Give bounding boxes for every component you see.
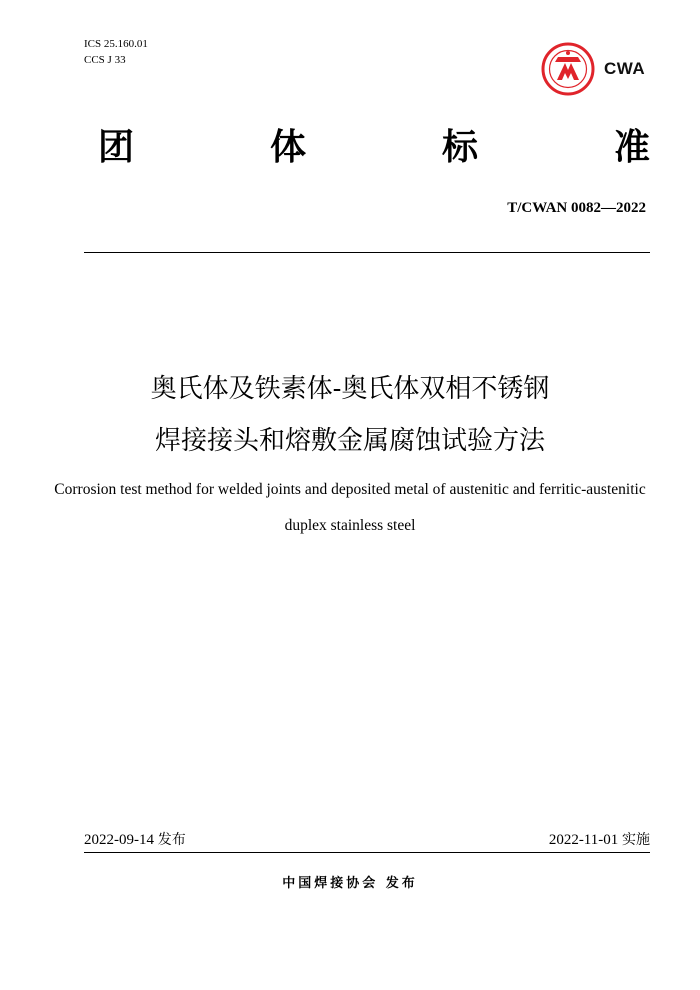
chinese-title-line-2: 焊接接头和熔敷金属腐蚀试验方法	[154, 426, 545, 456]
implement-date-value: 2022-11-01	[548, 832, 619, 848]
standard-type-heading	[98, 126, 650, 170]
heading-char: 准	[613, 127, 650, 168]
logo-text: CWA	[604, 59, 646, 78]
publisher-line	[0, 872, 700, 891]
publisher-name: 中国焊接协会	[282, 876, 379, 891]
standard-number: T/CWAN 0082—2022	[507, 200, 646, 216]
publisher-action: 发布	[385, 876, 418, 891]
cwa-logo	[541, 42, 651, 96]
cwa-emblem-icon	[541, 42, 595, 96]
english-title-line-2: duplex stainless steel	[284, 517, 416, 534]
publish-label: 发布	[157, 832, 186, 848]
ccs-code: CCS J 33	[84, 54, 126, 66]
publish-date-value: 2022-09-14	[84, 832, 154, 848]
implement-label: 实施	[622, 832, 650, 848]
top-divider	[84, 252, 650, 253]
publish-date	[84, 830, 186, 850]
heading-char: 团	[98, 127, 135, 168]
classification-codes	[84, 36, 148, 68]
chinese-title-line-1: 奥氏体及铁素体-奥氏体双相不锈钢	[150, 374, 550, 404]
english-title-line-1: Corrosion test method for welded joints and deposited metal of austenitic and ferritic-austenitic	[54, 481, 646, 498]
heading-char: 体	[269, 127, 306, 168]
implement-date	[549, 830, 650, 850]
heading-char: 标	[441, 127, 478, 168]
bottom-divider	[84, 852, 650, 853]
ics-code: ICS 25.160.01	[84, 38, 148, 50]
